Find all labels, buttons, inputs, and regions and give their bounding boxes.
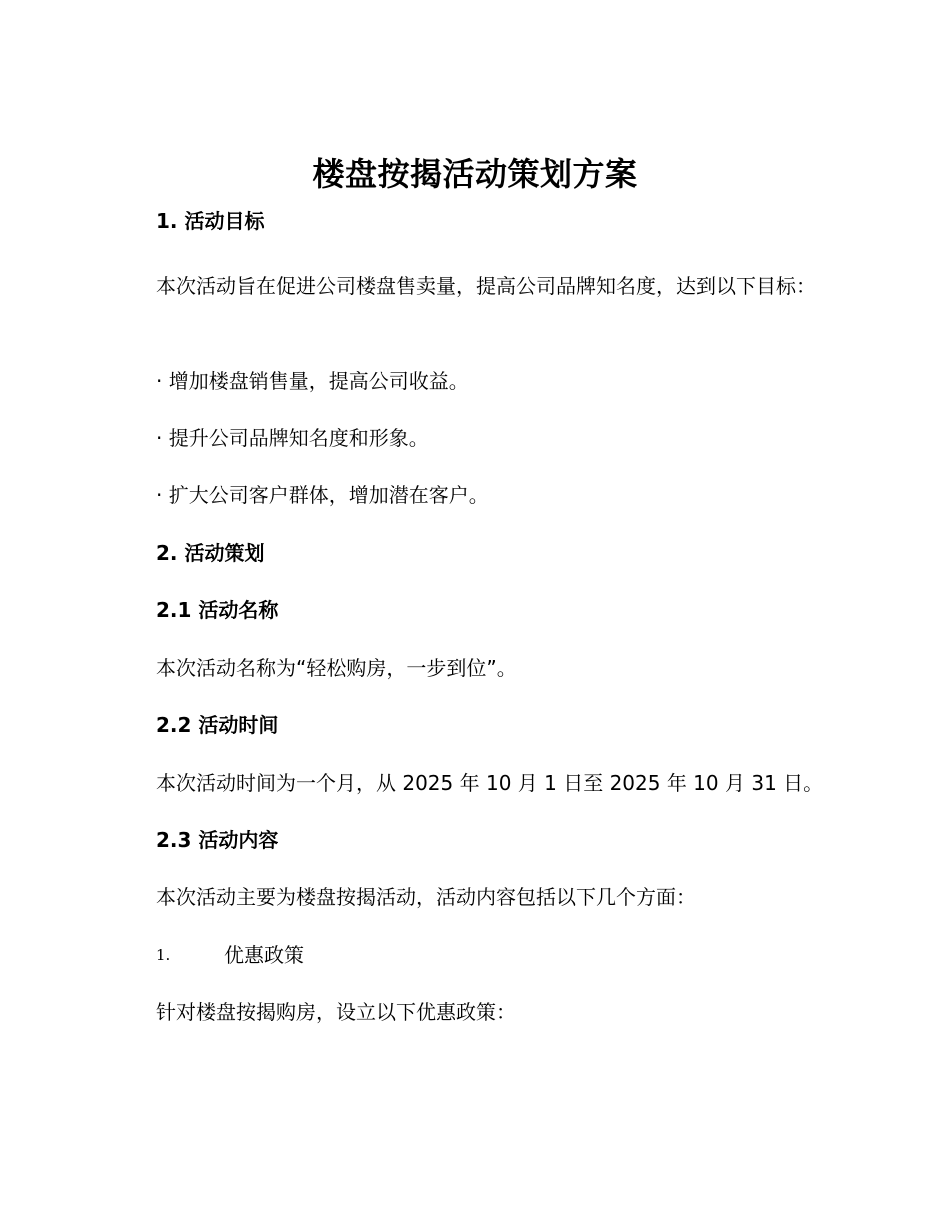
goal-item-3: · 扩大公司客户群体，增加潜在客户。 <box>156 483 489 507</box>
goal-item-2: · 提升公司品牌知名度和形象。 <box>156 426 429 450</box>
section-2-3-heading: 2.3 活动内容 <box>156 828 279 852</box>
section-1-heading: 1. 活动目标 <box>156 209 265 233</box>
section-1-intro-text: 本次活动旨在促进公司楼盘售卖量，提高公司品牌知名度，达到以下目标： <box>156 274 816 298</box>
section-2-1-text: 本次活动名称为“轻松购房，一步到位”。 <box>156 656 517 680</box>
section-1-intro-paragraph <box>112 264 837 308</box>
section-2-heading: 2. 活动策划 <box>156 541 265 565</box>
goal-item-1: · 增加楼盘销售量，提高公司收益。 <box>156 369 469 393</box>
section-2-3-text: 本次活动主要为楼盘按揭活动，活动内容包括以下几个方面： <box>156 885 696 909</box>
policy-intro-text: 针对楼盘按揭购房，设立以下优惠政策： <box>156 1000 516 1024</box>
section-2-2-text: 本次活动时间为一个月，从 2025 年 10 月 1 日至 2025 年 10 月 31 日。 <box>156 771 824 795</box>
list-item-1-number: 1. <box>156 946 171 964</box>
section-2-1-heading: 2.1 活动名称 <box>156 598 279 622</box>
section-2-2-heading: 2.2 活动时间 <box>156 713 279 737</box>
document-title: 楼盘按揭活动策划方案 <box>312 155 638 193</box>
list-item-1-label: 优惠政策 <box>224 943 304 967</box>
